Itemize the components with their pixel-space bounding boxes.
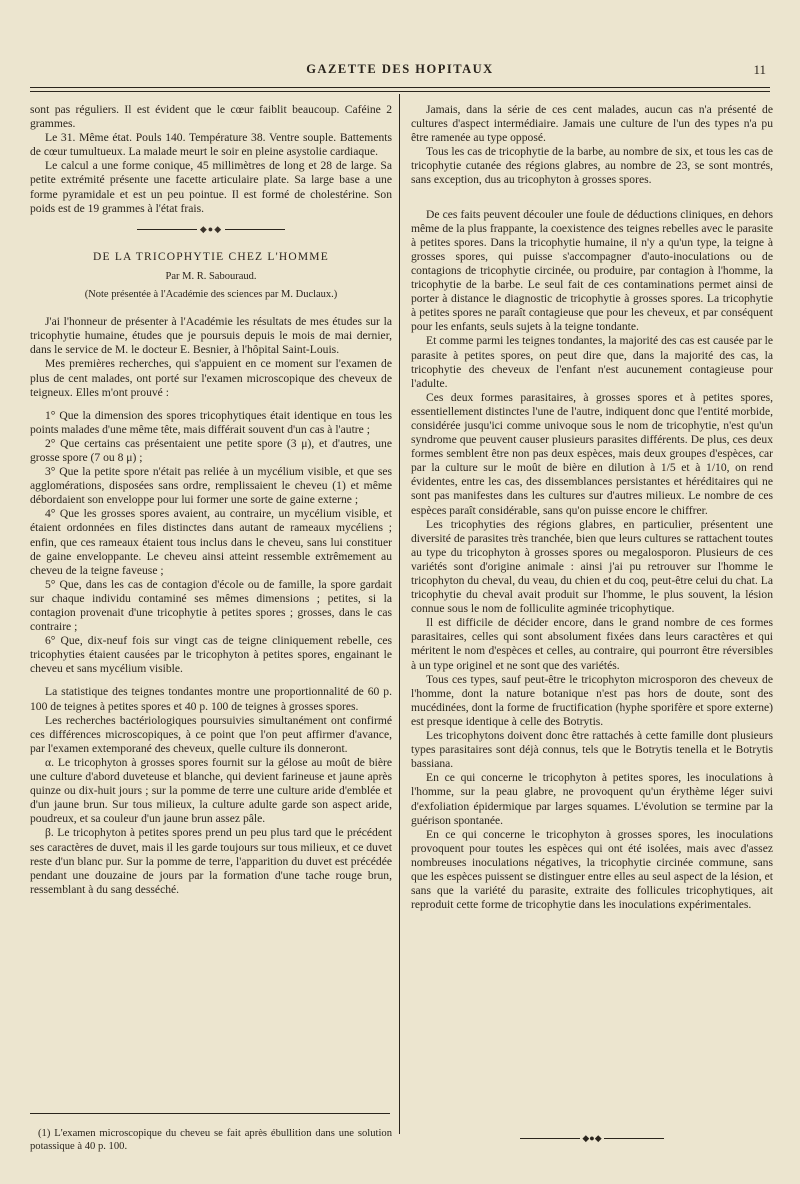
conclusion-paragraph: Tous ces types, sauf peut-être le tricophyton microsporon des cheveux de l'homme, dont la nature botanique n'est pas hors de doute, sont des mucédinées, dont la forme de fructification (hyphe sporifère et spore externe) est presque identique à celle des Botrytis. [411, 672, 773, 728]
culture-beta-paragraph: β. Le tricophyton à petites spores prend un peu plus tard que le précédent ses caractères de duvet, mais il les garde toujours sur tous milieux, et ce duvet reste d'un blanc pur. Sur la pomme de terre, l'apparition du duvet est précédée pendant une douzaine de jours par la formation d'une tache rouge brun, ressemblant à du sang desséché. [30, 826, 392, 896]
case-paragraph: sont pas réguliers. Il est évident que le cœur faiblit beaucoup. Caféine 2 grammes. [30, 103, 392, 131]
author-line: Par M. R. Sabouraud. [165, 270, 257, 282]
running-title: GAZETTE DES HOPITAUX [306, 62, 494, 76]
case-paragraph: Le 31. Même état. Pouls 140. Température 38. Ventre souple. Battements de cœur tumultueux. La malade meurt le soir en pleine asystolie cardiaque. [30, 131, 392, 159]
left-column [30, 103, 392, 897]
intro-paragraph: J'ai l'honneur de présenter à l'Académie les résultats de mes études sur la tricophytie humaine, études que je poursuis depuis le mois de mai dernier, dans le service de M. le docteur E. Besnier, à l'hôpital Saint-Louis. [30, 315, 392, 357]
footnote [30, 1127, 392, 1153]
right-paragraph: Jamais, dans la série de ces cent malades, aucun cas n'a présenté de cultures d'aspect intermédiaire. Jamais une culture de l'un des types n'a pu être ramenée au type opposé. [411, 103, 773, 145]
culture-alpha-paragraph: α. Le tricophyton à grosses spores fournit sur la gélose au moût de bière une culture d'abord duveteuse et blanche, qui devient farineuse et jaune après quinze ou dix-huit jours ; sur la pomme de terre une culture aride d'emblée et d'un jaune brun. Sur tous milieux, la culture adulte garde son aspect aride, poudreux, et sa couleur d'un jaune brun assez pâle. [30, 755, 392, 826]
footnote-rule [30, 1113, 390, 1114]
statistics-paragraph: Les recherches bactériologiques poursuivies simultanément ont confirmé ces différences microscopiques, à ce point que l'on peut affirmer d'avance, par l'examen extemporané des cheveux, quelle culture ils donneront. [30, 713, 392, 755]
conclusion-paragraph: Les tricophyties des régions glabres, en particulier, présentent une diversité de parasites très tranchée, bien que leurs cultures se rattachent toutes au type du tricophyton à grosses spores ou megalosporon. Plusieurs de ces variétés sont d'origine animale : ainsi j'ai pu retrouver sur l'homme le tricophyton du cheval, du veau, du chien et du coq, peut-être celui du chat. La tricophytie du cheval avait produit sur l'homme, le plus souvent, la lésion connue sous le nom de folliculite agminée tricophytique. [411, 517, 773, 616]
right-paragraph: Tous les cas de tricophytie de la barbe, au nombre de six, et tous les cas de tricophytie cutanée des régions glabres, au nombre de 23, se sont montrés, sans exception, dus au tricophyton à grosses spores. [411, 145, 773, 187]
column-divider [399, 94, 400, 1134]
conclusion-paragraph: De ces faits peuvent découler une foule de déductions cliniques, en dehors même de la plus frappante, la coexistence des teignes rebelles avec le parasite à petites spores. Dans la tricophytie humaine, il n'y a qu'un type, la teigne à grosses spores, qui puisse s'accompagner d'auto-inoculations ou de contagions de tricophytie circinée, ou produire, par contagion à l'homme, la tricophytie de la barbe. Le seul fait de ces contaminations permet ainsi de porter à distance le diagnostic de tricophytie à grosses spores. La tricophytie à petites spores ne paraît contagieuse que pour les cheveux, et par conséquent pour les enfants, seuls sujets à la teigne tondante. [411, 207, 773, 334]
conclusion-paragraph: Les tricophytons doivent donc être rattachés à cette famille dont plusieurs types parasitaires sont déjà connus, tels que le Botrytis tenella et le Botrytis bassiana. [411, 729, 773, 771]
finding-item: 2° Que certains cas présentaient une petite spore (3 μ), et d'autres, une grosse spore (7 ou 8 μ) ; [30, 436, 392, 464]
right-column [411, 103, 773, 912]
article-title: DE LA TRICOPHYTIE CHEZ L'HOMME [93, 250, 329, 263]
finding-item: 1° Que la dimension des spores tricophytiques était identique en tous les points malades d'une même tête, mais différait souvent d'un cas à l'autre ; [30, 408, 392, 436]
conclusion-paragraph: Et comme parmi les teignes tondantes, la majorité des cas est causée par le parasite à petites spores, on peut dire que, dans la majorité des cas, la tricophytie des cheveux de l'enfant n'est aucunement contagieuse pour l'adulte. [411, 334, 773, 390]
header-rule [30, 87, 770, 92]
section-ornament: ◆●◆ [30, 222, 392, 236]
finding-item: 3° Que la petite spore n'était pas reliée à un mycélium visible, et que ses agglomérations, disposées sans ordre, remplissaient le cheveu (1) et même débordaient son enveloppe pour lui former une sorte de gaine externe ; [30, 465, 392, 507]
finding-item: 5° Que, dans les cas de contagion d'école ou de famille, la spore gardait sur chaque individu contaminé ses mêmes dimensions ; petites, si la contagion provenait d'une tricophytie à petites spores ; grosses, dans le cas contraire ; [30, 577, 392, 634]
page-number: 11 [753, 62, 766, 77]
intro-paragraph: Mes premières recherches, qui s'appuient en ce moment sur l'examen de plus de cent malades, ont porté sur l'examen microscopique des cheveux de teigneux. Elles m'ont prouvé : [30, 357, 392, 399]
conclusion-paragraph: Ces deux formes parasitaires, à grosses spores et à petites spores, essentiellement distinctes l'une de l'autre, indiquent donc que l'entité morbide, considérée jusqu'ici comme univoque sous le nom de tricophytie, n'est qu'un syndrome que peuvent causer plusieurs parasites différents. De plus, ces deux formes semblent être non pas deux espèces, mais deux groupes d'espèces, car par la culture sur le moût de bière en dilution à 1/5 et à 1/10, on rend évidentes, entre les cas, des dissemblances persistantes et héréditaires qui ne sont pas manifestes dans les cultures sur d'autres milieux. Le nombre de ces espèces paraît considérable, sans qu'on puisse encore le chiffrer. [411, 390, 773, 517]
conclusion-paragraph: Il est difficile de décider encore, dans le grand nombre de ces formes parasitaires, celles qui sont absolument fixées dans leurs caractères et qui méritent le nom d'espèces et celles, au contraire, qui pourront être réversibles à un type originel et ne sont que des variétés. [411, 616, 773, 672]
presentation-note: (Note présentée à l'Académie des sciences par M. Duclaux.) [84, 289, 338, 301]
finding-item: 6° Que, dix-neuf fois sur vingt cas de teigne cliniquement rebelle, ces tricophyties étaient causées par le tricophyton à petites spores, engainant le cheveu et sans mycélium visible. [30, 634, 392, 676]
case-paragraph: Le calcul a une forme conique, 45 millimètres de long et 28 de large. Sa petite extrémité présente une facette articulaire plate. Sa large base a une forme pyramidale et est un peu pointue. Il est formé de cholestérine. Son poids est de 19 grammes à l'état frais. [30, 159, 392, 215]
statistics-paragraph: La statistique des teignes tondantes montre une proportionnalité de 60 p. 100 de teignes à petites spores et 40 p. 100 de teignes à grosses spores. [30, 685, 392, 713]
footnote-text: (1) L'examen microscopique du cheveu se fait après ébullition dans une solution potassique à 40 p. 100. [30, 1128, 392, 1152]
conclusion-paragraph: En ce qui concerne le tricophyton à grosses spores, les inoculations provoquent pour toutes les espèces qui ont été isolées, mais avec d'assez nombreuses inoculations négatives, la tricophytie circinée commune, sans que les espèces puissent se distinguer entre elles au seul aspect de la lésion, et sans que la variété du parasite, extraite des follicules tricophytiques, ait reproduit cette forme de tricophytie dans les inoculations expérimentales. [411, 827, 773, 912]
conclusion-paragraph: En ce qui concerne le tricophyton à petites spores, les inoculations à l'homme, sur la peau glabre, ne provoquent qu'un érythème léger suivi d'exfoliation épidermique par larges squames. L'évolution se termine par la guérison spontanée. [411, 771, 773, 827]
page-header [30, 62, 770, 82]
end-ornament: ◆●◆ [411, 1133, 773, 1144]
finding-item: 4° Que les grosses spores avaient, au contraire, un mycélium visible, et étaient ordonnées en files distinctes dans autant de rameaux mycéliens ; enfin, que ces rameaux étaient tous inclus dans le cheveu, sans lui constituer de gaine enveloppante. Le cheveu ainsi atteint ressemble extrêmement au cheveu de la teigne faveuse ; [30, 507, 392, 577]
